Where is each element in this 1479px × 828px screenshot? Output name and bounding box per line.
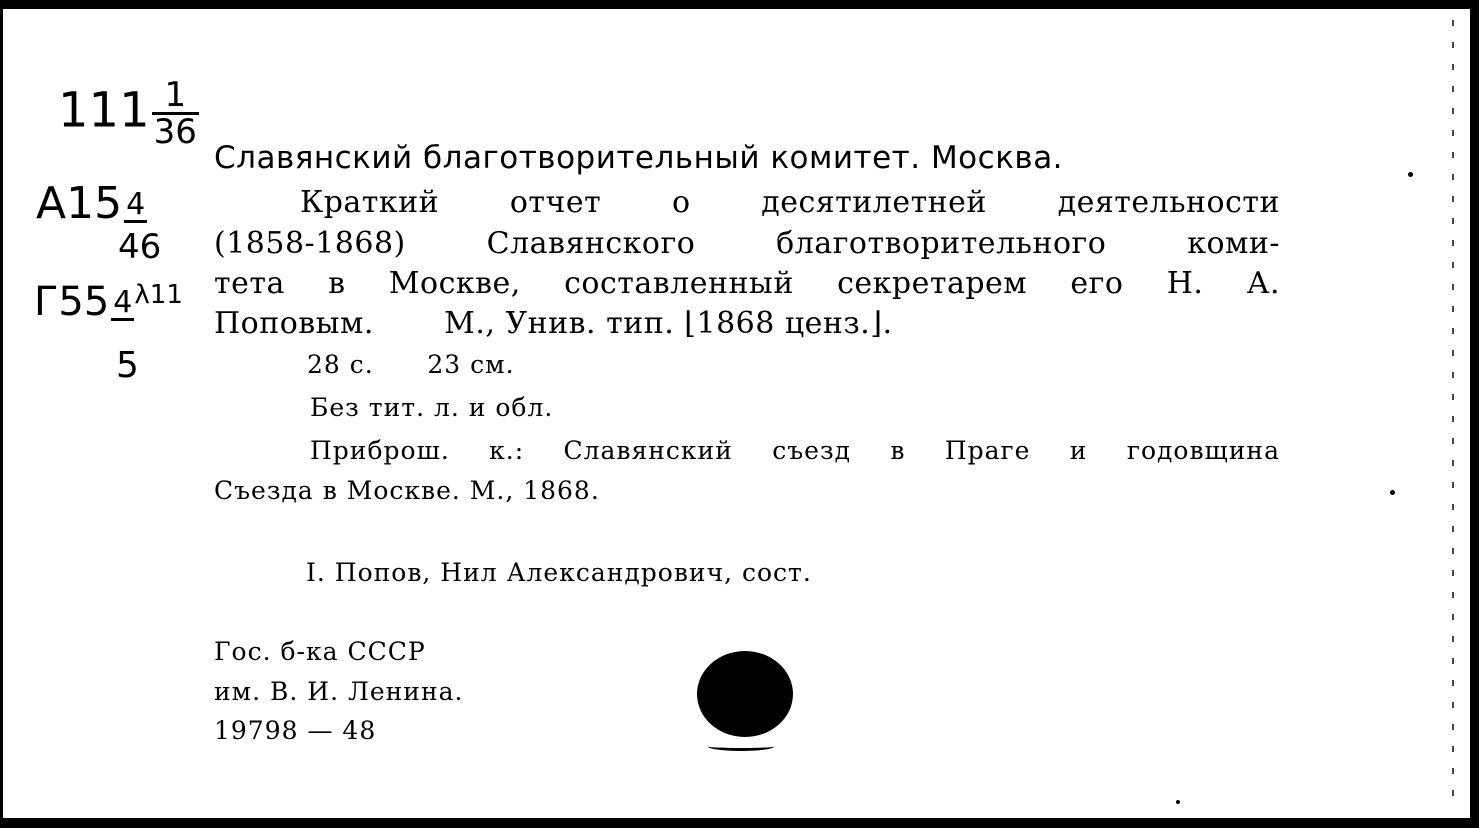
fraction-denominator: 36 (153, 112, 197, 152)
card-print-number: 19798 — 48 (214, 716, 377, 745)
note-no-title: Без тит. л. и обл. (310, 393, 554, 422)
ink-speck (1390, 490, 1395, 495)
title-line-4: Поповым. М., Унив. тип. ⌊1868 ценз.⌋. (214, 306, 893, 341)
title-line-2: (1858-1868) Славянского благотворительного коми- (214, 226, 1280, 261)
call-number-line-3 (34, 279, 183, 325)
call-number-fraction (111, 284, 134, 321)
call-number-fraction (152, 75, 199, 152)
entry-heading: Славянский благотворительный комитет. Москва. (214, 140, 1064, 176)
call-number-line-2 (36, 178, 147, 229)
call-number-main: A15 (36, 178, 123, 229)
card-edge-ticks (1452, 20, 1454, 800)
call-number-fraction (124, 186, 147, 223)
call-number-line-1 (58, 75, 199, 152)
card-border-top (0, 0, 1479, 9)
fraction-numerator: 1 (152, 78, 199, 115)
fraction-numerator: 4 (113, 284, 133, 320)
ink-speck (1176, 800, 1180, 804)
title-line-3: тета в Москве, составленный секретарем его Н. А. (214, 266, 1280, 301)
card-border-right (1470, 0, 1479, 828)
note-bound-with-line-1: Приброш. к.: Славянский съезд в Праге и годовщина (310, 436, 1280, 465)
library-name-line-1: Гос. б-ка СССР (214, 637, 426, 666)
call-number-line-2-denominator: 46 (118, 227, 162, 267)
call-number-suffix: λ11 (134, 280, 183, 310)
title-line-1: Краткий отчет о десятилетней деятельности (300, 185, 1280, 220)
card-border-bottom (0, 818, 1479, 828)
punch-hole (697, 651, 793, 737)
punch-hole-shadow (708, 742, 774, 751)
physical-description: 28 с. 23 см. (307, 350, 515, 379)
added-entry: I. Попов, Нил Александрович, сост. (306, 558, 812, 587)
card-border-left (0, 0, 3, 828)
call-number-line-3-denominator: 5 (116, 345, 139, 386)
call-number-main: 111 (58, 82, 150, 139)
library-name-line-2: им. В. И. Ленина. (214, 677, 464, 706)
fraction-numerator: 4 (126, 186, 146, 222)
ink-speck (1408, 172, 1413, 177)
call-number-main: Г55 (34, 279, 110, 325)
note-bound-with-line-2: Съезда в Москве. М., 1868. (214, 476, 600, 505)
